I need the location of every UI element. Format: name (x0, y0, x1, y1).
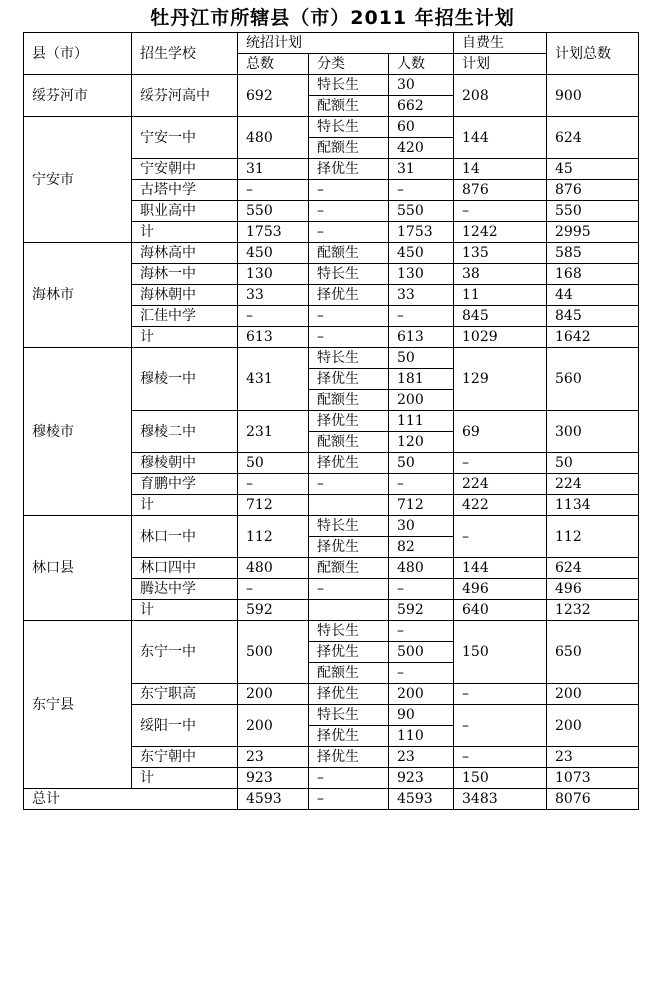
plan-cell: 50 (547, 453, 639, 474)
school-cell: 穆棱一中 (132, 348, 238, 411)
count-cell: 450 (389, 243, 454, 264)
plan-cell: 1642 (547, 327, 639, 348)
school-cell: 绥芬河高中 (132, 75, 238, 117)
total-cell: 480 (238, 117, 309, 159)
table-row (24, 117, 639, 138)
selfpay-cell: – (454, 684, 547, 705)
total-cell: 550 (238, 201, 309, 222)
plan-cell: 624 (547, 117, 639, 159)
selfpay-cell: 640 (454, 600, 547, 621)
category-cell: 择优生 (309, 369, 389, 390)
total-cell: 431 (238, 348, 309, 411)
table-row (24, 243, 639, 264)
count-cell: 82 (389, 537, 454, 558)
selfpay-cell: 11 (454, 285, 547, 306)
header-county: 县（市） (24, 33, 132, 75)
category-cell: 配额生 (309, 96, 389, 117)
count-cell: 200 (389, 390, 454, 411)
category-cell: – (309, 579, 389, 600)
table-row (24, 516, 639, 537)
school-cell: 绥阳一中 (132, 705, 238, 747)
category-cell: 配额生 (309, 558, 389, 579)
count-cell: 200 (389, 684, 454, 705)
total-cell: – (238, 306, 309, 327)
school-cell: 古塔中学 (132, 180, 238, 201)
total-cell: 923 (238, 768, 309, 789)
total-cell: 613 (238, 327, 309, 348)
plan-cell: 45 (547, 159, 639, 180)
category-cell: – (309, 789, 389, 810)
total-cell: 450 (238, 243, 309, 264)
category-cell: 配额生 (309, 243, 389, 264)
table-row (24, 621, 639, 642)
plan-cell: 300 (547, 411, 639, 453)
category-cell: 择优生 (309, 411, 389, 432)
enrollment-table (23, 32, 639, 810)
count-cell: 90 (389, 705, 454, 726)
plan-cell: 650 (547, 621, 639, 684)
selfpay-cell: 38 (454, 264, 547, 285)
header-plan-total: 计划总数 (547, 33, 639, 75)
header-selfpay: 自费生 (454, 33, 547, 54)
count-cell: 23 (389, 747, 454, 768)
category-cell: 择优生 (309, 726, 389, 747)
selfpay-cell: – (454, 201, 547, 222)
selfpay-cell: 496 (454, 579, 547, 600)
category-cell: – (309, 327, 389, 348)
count-cell: 50 (389, 348, 454, 369)
category-cell: – (309, 474, 389, 495)
school-cell: 东宁一中 (132, 621, 238, 684)
school-cell: 宁安朝中 (132, 159, 238, 180)
count-cell: 550 (389, 201, 454, 222)
plan-cell: 1134 (547, 495, 639, 516)
category-cell: 配额生 (309, 432, 389, 453)
school-cell: 计 (132, 327, 238, 348)
school-cell: 穆棱二中 (132, 411, 238, 453)
total-cell: 31 (238, 159, 309, 180)
category-cell: 特长生 (309, 621, 389, 642)
count-cell: 613 (389, 327, 454, 348)
category-cell: 择优生 (309, 747, 389, 768)
total-cell: 112 (238, 516, 309, 558)
count-cell: 111 (389, 411, 454, 432)
grand-total-row (24, 789, 639, 810)
category-cell: – (309, 180, 389, 201)
selfpay-cell: 3483 (454, 789, 547, 810)
school-cell: 计 (132, 222, 238, 243)
county-cell: 海林市 (24, 243, 132, 348)
category-cell (309, 495, 389, 516)
plan-cell: 112 (547, 516, 639, 558)
plan-cell: 2995 (547, 222, 639, 243)
count-cell: – (389, 180, 454, 201)
plan-cell: 224 (547, 474, 639, 495)
category-cell: 特长生 (309, 75, 389, 96)
table-row (24, 348, 639, 369)
total-cell: 692 (238, 75, 309, 117)
count-cell: 31 (389, 159, 454, 180)
school-cell: 腾达中学 (132, 579, 238, 600)
selfpay-cell: 208 (454, 75, 547, 117)
selfpay-cell: – (454, 705, 547, 747)
count-cell: 4593 (389, 789, 454, 810)
total-cell: – (238, 180, 309, 201)
school-cell: 海林一中 (132, 264, 238, 285)
plan-cell: 200 (547, 705, 639, 747)
plan-cell: 1232 (547, 600, 639, 621)
total-cell: 592 (238, 600, 309, 621)
selfpay-cell: 144 (454, 558, 547, 579)
total-cell: 712 (238, 495, 309, 516)
header-count: 人数 (389, 54, 454, 75)
plan-cell: 168 (547, 264, 639, 285)
count-cell: – (389, 621, 454, 642)
count-cell: 592 (389, 600, 454, 621)
county-cell: 宁安市 (24, 117, 132, 243)
school-cell: 东宁朝中 (132, 747, 238, 768)
count-cell: 33 (389, 285, 454, 306)
school-cell: 育鹏中学 (132, 474, 238, 495)
category-cell: 配额生 (309, 663, 389, 684)
category-cell: 择优生 (309, 684, 389, 705)
category-cell: 特长生 (309, 348, 389, 369)
total-cell: 23 (238, 747, 309, 768)
count-cell: 120 (389, 432, 454, 453)
category-cell: 特长生 (309, 117, 389, 138)
school-cell: 海林高中 (132, 243, 238, 264)
school-cell: 计 (132, 600, 238, 621)
count-cell: 662 (389, 96, 454, 117)
selfpay-cell: 422 (454, 495, 547, 516)
count-cell: 110 (389, 726, 454, 747)
plan-cell: 845 (547, 306, 639, 327)
plan-cell: 624 (547, 558, 639, 579)
header-selfpay-plan: 计划 (454, 54, 547, 75)
count-cell: 923 (389, 768, 454, 789)
category-cell: – (309, 768, 389, 789)
count-cell: 30 (389, 75, 454, 96)
selfpay-cell: – (454, 453, 547, 474)
header-school: 招生学校 (132, 33, 238, 75)
selfpay-cell: 150 (454, 768, 547, 789)
total-cell: 200 (238, 705, 309, 747)
school-cell: 宁安一中 (132, 117, 238, 159)
plan-cell: 44 (547, 285, 639, 306)
total-cell: – (238, 579, 309, 600)
selfpay-cell: 129 (454, 348, 547, 411)
selfpay-cell: 876 (454, 180, 547, 201)
category-cell: – (309, 222, 389, 243)
count-cell: 712 (389, 495, 454, 516)
county-cell: 绥芬河市 (24, 75, 132, 117)
category-cell: 择优生 (309, 537, 389, 558)
school-cell: 穆棱朝中 (132, 453, 238, 474)
selfpay-cell: 135 (454, 243, 547, 264)
county-cell: 东宁县 (24, 621, 132, 789)
school-cell: 计 (132, 768, 238, 789)
plan-cell: 550 (547, 201, 639, 222)
count-cell: 130 (389, 264, 454, 285)
category-cell: 择优生 (309, 159, 389, 180)
header-row (24, 33, 639, 54)
school-cell: 海林朝中 (132, 285, 238, 306)
count-cell: 500 (389, 642, 454, 663)
total-cell: 4593 (238, 789, 309, 810)
selfpay-cell: 845 (454, 306, 547, 327)
count-cell: 420 (389, 138, 454, 159)
selfpay-cell: 69 (454, 411, 547, 453)
selfpay-cell: 150 (454, 621, 547, 684)
school-cell: 计 (132, 495, 238, 516)
count-cell: 181 (389, 369, 454, 390)
count-cell: 1753 (389, 222, 454, 243)
header-unified: 统招计划 (238, 33, 454, 54)
grand-total-label: 总计 (24, 789, 238, 810)
plan-cell: 8076 (547, 789, 639, 810)
category-cell: 特长生 (309, 264, 389, 285)
table-row (24, 75, 639, 96)
total-cell: 231 (238, 411, 309, 453)
category-cell: 特长生 (309, 516, 389, 537)
count-cell: – (389, 306, 454, 327)
category-cell: 择优生 (309, 285, 389, 306)
school-cell: 林口四中 (132, 558, 238, 579)
page-title: 牡丹江市所辖县（市）2011 年招生计划 (150, 7, 515, 29)
category-cell: – (309, 306, 389, 327)
selfpay-cell: 14 (454, 159, 547, 180)
school-cell: 林口一中 (132, 516, 238, 558)
total-cell: 200 (238, 684, 309, 705)
school-cell: 汇佳中学 (132, 306, 238, 327)
count-cell: 60 (389, 117, 454, 138)
plan-cell: 585 (547, 243, 639, 264)
count-cell: – (389, 663, 454, 684)
category-cell: 特长生 (309, 705, 389, 726)
school-cell: 职业高中 (132, 201, 238, 222)
selfpay-cell: – (454, 516, 547, 558)
count-cell: 30 (389, 516, 454, 537)
selfpay-cell: 144 (454, 117, 547, 159)
category-cell (309, 600, 389, 621)
count-cell: 480 (389, 558, 454, 579)
school-cell: 东宁职高 (132, 684, 238, 705)
plan-cell: 876 (547, 180, 639, 201)
selfpay-cell: 1029 (454, 327, 547, 348)
total-cell: 33 (238, 285, 309, 306)
plan-cell: 23 (547, 747, 639, 768)
plan-cell: 1073 (547, 768, 639, 789)
plan-cell: 900 (547, 75, 639, 117)
selfpay-cell: 1242 (454, 222, 547, 243)
total-cell: 130 (238, 264, 309, 285)
category-cell: 配额生 (309, 390, 389, 411)
count-cell: – (389, 579, 454, 600)
selfpay-cell: – (454, 747, 547, 768)
category-cell: 配额生 (309, 138, 389, 159)
total-cell: 480 (238, 558, 309, 579)
total-cell: 1753 (238, 222, 309, 243)
header-total: 总数 (238, 54, 309, 75)
category-cell: 择优生 (309, 642, 389, 663)
count-cell: – (389, 474, 454, 495)
plan-cell: 200 (547, 684, 639, 705)
selfpay-cell: 224 (454, 474, 547, 495)
header-category: 分类 (309, 54, 389, 75)
county-cell: 林口县 (24, 516, 132, 621)
category-cell: – (309, 201, 389, 222)
category-cell: 择优生 (309, 453, 389, 474)
plan-cell: 496 (547, 579, 639, 600)
total-cell: 50 (238, 453, 309, 474)
county-cell: 穆棱市 (24, 348, 132, 516)
count-cell: 50 (389, 453, 454, 474)
plan-cell: 560 (547, 348, 639, 411)
total-cell: 500 (238, 621, 309, 684)
total-cell: – (238, 474, 309, 495)
